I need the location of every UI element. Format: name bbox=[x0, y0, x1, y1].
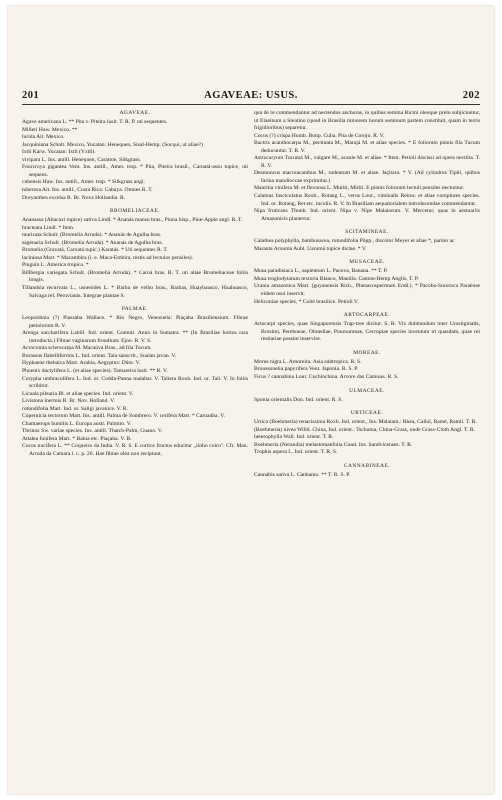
section-heading: AGAVEAE. bbox=[119, 110, 151, 116]
species-entry: Desmoncus macroacanthus M., rudentum M. et aliae. Jaçitara. * V. (Ad cylindros Tipiti, quibus farina mandioccae exprimitur.) bbox=[254, 170, 480, 184]
species-entry: Borassus flabelliformis L. Ind. orient. Tala sanscrit., Sualan javan. V. bbox=[22, 352, 177, 359]
species-entry: Nipa fruticans Thunb. Ind. orient. Nipa v. Nipe Malaiorum. V. Mercetur, quas in aestuariis Amazonicis planteтur. bbox=[254, 208, 480, 222]
species-entry: bracteata Lindl. * Item. bbox=[22, 224, 75, 231]
species-entry: Urania amazonica Mart. (guyanensis Rich., Phenacospermum Endl.). * Pacoba-Sororoca Paraënse eidem usui inservit. bbox=[254, 283, 480, 298]
species-entry: Fourcroya gigantea Vent. Ins. antill., Amer. trop. * Pita, Piteira brasil., Caroatá-assu tupice, uti sequens. bbox=[22, 164, 248, 178]
section-heading: PALMAE. bbox=[121, 306, 149, 313]
species-entry: tuberosa Ait. Ins. antill., Costa Rica: Cabuya. Omnes R. T. bbox=[22, 186, 153, 193]
species-entry: qua de re commendantur ad nectendos anchoras, in quibus semina Ricini oleoque prelo subjiciuntur, ut Elaeinum a Steatino (quod in Brasilia minorem horum seminum partem constituit, quam in terris frigidioribus) separetur. bbox=[254, 110, 480, 132]
species-entry: Billbergia variegata Schult. (Bromelia Arruda). * Caroá bras. R. T. uti aliae Bromeliaceae foliis longis. bbox=[22, 269, 248, 284]
running-header bbox=[22, 90, 480, 104]
section-heading: MUSACEAE. bbox=[349, 259, 385, 266]
species-entry: Heliconiae species, * Coité brasilice. Petioli V. bbox=[254, 298, 359, 305]
section-heading: URTICEAE. bbox=[350, 410, 384, 417]
species-entry: Arenga saccharifera Labill. Ind. orient. Gomuti. Anno in Sumatra. ** (In Brasiliae hortos rara introducta.) Fibrae vaginarum frondium: Ejoo. R. V. S. bbox=[22, 330, 248, 344]
species-entry: Tillandsia recurvata L., usneoides L. * Barba de velho bras., Barbas, Huaybausco, Huahuasco, Salvaga rel. Peruvianis. Integrae plantae S. bbox=[22, 285, 248, 299]
species-entry: heterophylla Wall. Ind. orient. T. R. bbox=[254, 434, 334, 441]
species-entry: Cocos nucifera L. ** Coqueiro da India. V. R. S. E cortice fructus educitur „linho coiro". Cfr. Man. Arruda da Camara l. c. p. 26. Hae fibrae olea non recipiunt, bbox=[22, 443, 248, 458]
species-entry: (Boehmeria) nivea Willd. China, Ind. orient.: Tschuma, China-Grass, unde Grass-Cloth Angl. T. R. bbox=[254, 426, 475, 433]
species-entry: Pinguin L. America tropica. * bbox=[22, 262, 89, 269]
species-entry: muricata Schult. (Bromelia Arruda). * Ananás de Agulha bras. bbox=[22, 232, 162, 239]
section-heading: BROMELIACEAE. bbox=[109, 208, 161, 215]
species-entry: Artocarpi species, quae Singaporensis Trap-tree dicitur. S. R. Vix dubitandum inter Urostigmatis, Brosimi, Pereboeae, Olmediae, Pourounmae, Cecropiae species inventum iri quasdam, quae rei restiariae possint inservire. bbox=[254, 321, 480, 343]
species-entry: Mauritia vinifera M. et flexuosa L. Muriti, Miriti. E pinnis foliorum lectuli pensiles nectuntur. bbox=[254, 185, 465, 192]
species-entry: Acrocomia sclerocarpa M. Macaúva Bras., ad fila Tucum. bbox=[22, 345, 152, 352]
header-rule bbox=[22, 104, 480, 105]
section-heading: MOREAE. bbox=[353, 349, 381, 356]
right-column bbox=[254, 110, 480, 479]
species-entry: Astrocaryum Tucumá M., vulgare M., acaule M. et aliae. * Item. Petioli discissi ad opera nectilia. T. R. V. bbox=[254, 155, 480, 169]
species-entry: Phoenix dactylifera L. (et aliae species). Tamareira lusit. ** R. V. bbox=[22, 368, 168, 374]
species-entry: Licuala pileariа Bl. et aliae species. Ind. orient. V. bbox=[22, 390, 134, 397]
species-entry: Calamus fasciculatus Roxb., Rotang L., verus Lour., viminalis Reinw. et aliae complures species. Ind. or. Rotang, Ret etc. incolis. R. V. In Brasiliam aequatorialem introducendae commendantur. bbox=[254, 193, 480, 207]
section-heading: ARTOCARPEAE. bbox=[343, 312, 391, 319]
section-heading: SCITAMINEAE. bbox=[345, 229, 389, 236]
species-entry: Doryanthes excelsa R. Br. Nova Hollandia. R. bbox=[22, 194, 126, 201]
species-entry: lurida Ait. Mexico. bbox=[22, 134, 65, 141]
species-entry: Boehmeria (Neraudia) melastomaefolia Gaud. Ins. Sandvicenses. T. R. bbox=[254, 441, 413, 448]
page-number-left: 201 bbox=[22, 90, 40, 101]
species-entry: Chamaerops humilis L. Europa austr. Palmito. V. bbox=[22, 420, 132, 427]
species-entry: sagenaria Schult. (Bromelia Arruda). * Ananás de Agulha bras. bbox=[22, 239, 163, 246]
species-entry: Bromelia (Gravatá, Caroatá tupic.) Karatás. * Uti sequentes R. T. bbox=[22, 247, 168, 254]
species-entry: Sponia orientalis Don. Ind. orient. R. S. bbox=[254, 396, 343, 403]
species-entry: Jacquiniana Schult. Mexico, Yucatan: Henequen, Sisal-Hemp. (Socqui, ut aliae?) bbox=[22, 141, 204, 148]
species-entry: Ficus ? cannabina Lour. Cochinchina. Arvore das Camisas. R. S. bbox=[254, 373, 399, 380]
species-entry: Morus nigra L. Amoreira. Asia subtropica. R. S. bbox=[254, 358, 362, 365]
species-entry: Milleri Haw. Mexico. ** bbox=[22, 126, 78, 133]
species-entry: Ixtli Karw. Yucatan: Ixtli (Yxtli). bbox=[22, 149, 96, 156]
species-entry: cubensis Haw. Ins. antill., Amer. trop. * Silkgrass angl. bbox=[22, 179, 145, 186]
species-entry: Corypha umbraculifera L. Ind. or. Codda-Panna malabar. V. Taliera Roxb. Ind. or. Tali. V. In foliis scribitur. bbox=[22, 375, 248, 390]
species-entry: Musa troglodytarum textoria Blanco, Manilla. Canton-Hemp Anglis. T. P. bbox=[254, 275, 419, 282]
species-entry: Broussonetia papyrifera Vent. Japonia. R. S. P. bbox=[254, 366, 359, 373]
book-page bbox=[8, 6, 494, 794]
species-entry: Copernicia tectorum Mart. Ins. antill. Palma de Sombrero. V. cerifera Mart. * Carnaúba. V. bbox=[22, 413, 225, 420]
species-entry: Leopoldinia (?) Piassaba Wallace. * Rio Negro, Venezuela: Piaçaba Brasiliensium. Fibrae petiolorum R. V. bbox=[22, 315, 248, 329]
species-entry: Musa paradisiaca L., sapientum L. Pacova, Banana. ** T. P. bbox=[254, 268, 388, 275]
page-number-right: 202 bbox=[462, 90, 480, 101]
section-heading: CANNABINEAE. bbox=[343, 462, 391, 469]
species-entry: Attalea funifera Mart. * Bahia etc. Piaçaba. V. R. bbox=[22, 435, 132, 442]
species-entry: Cocos (?) crispa Humb. Bonp. Cuba. Pita de Corojo. R. V. bbox=[254, 132, 385, 139]
species-entry: vivipara L. Ins. antill. Henequen, Carattoe, Silkgrass. bbox=[22, 156, 141, 163]
species-entry: laciniosa Mart. * Macambira (i. e. Maca-Embira, restis ad lectulos pensiles). bbox=[22, 254, 194, 261]
species-entry: Thrinax Sw. variae species. Ins. antill. Thatch-Palm, Guano. V. bbox=[22, 428, 163, 435]
species-entry: Ananassa (Abacaxi tupice) sativa Lindl. * Ananás manso bras., Pinna hisp., Pine-Apple angl. R. T. bbox=[22, 217, 243, 224]
running-title: AGAVEAE: USUS. bbox=[204, 90, 298, 101]
species-entry: Calathea polyphylla, bambusacea, rotundifolia Pöpp., discolor Meyer et aliae *, pariter ac bbox=[254, 238, 455, 245]
species-entry: Cannabis sativa L. Canhamo. ** T. R. S. P. bbox=[254, 471, 351, 478]
species-entry: Agave americana L. ** Pita v. Piteira lusit. T. R. P. uti sequentes. bbox=[22, 119, 168, 126]
species-entry: Livistona inermis R. Br. Nov. Holland. V. bbox=[22, 398, 115, 405]
species-entry: rotundifolia Mart. Ind. or. Saligi javanice. V. R. bbox=[22, 405, 128, 412]
left-column bbox=[22, 110, 248, 459]
species-entry: Bactris acanthocarpa M., pectinata M., Marajá M. et aliae species. * E foliorum pinnis fila Tucum deducuntur. T. R. V. bbox=[254, 140, 480, 154]
species-entry: Hyphaene thebaica Mart. Arabia, Aegyptus: Dûm. V. bbox=[22, 360, 141, 367]
species-entry: Maranta Arouma Aubl. Uarumá tupice dictae. * V. bbox=[254, 245, 367, 252]
species-entry: Urtica (Boehmeria) tenacissima Roxb. Ind. orient., Ins. Malaiam.: Rhea, Calluï, Ramé, Ramii. T. R. bbox=[254, 419, 477, 426]
section-heading: ULMACEAE. bbox=[349, 387, 385, 394]
species-entry: Trophis aspera L. Ind. orient. T. R. S. bbox=[254, 449, 338, 456]
